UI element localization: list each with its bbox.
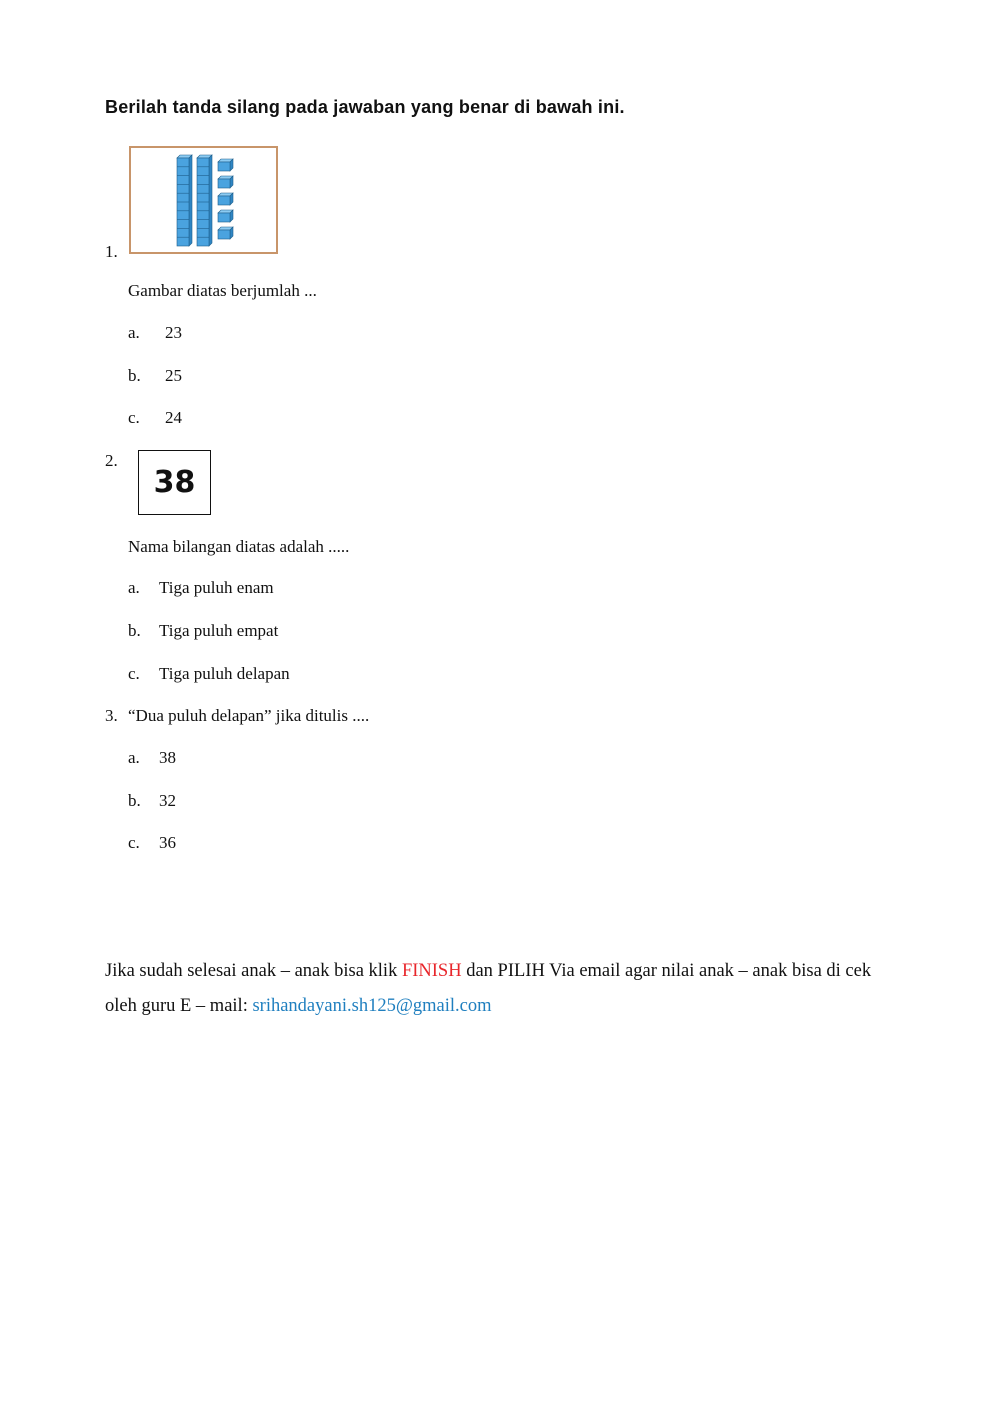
email-link[interactable]: srihandayani.sh125@gmail.com <box>252 996 492 1016</box>
unit-cube-4 <box>218 210 233 222</box>
question-1-option-b[interactable]: 25 <box>165 366 182 385</box>
question-3-number: 3. <box>105 706 118 725</box>
unit-cube-2 <box>218 176 233 188</box>
question-2-option-c-letter: c. <box>128 664 140 683</box>
instruction-heading: Berilah tanda silang pada jawaban yang benar di bawah ini. <box>105 97 625 117</box>
question-3-option-b-letter: b. <box>128 791 141 810</box>
unit-cube-1 <box>218 159 233 171</box>
question-3-option-a-letter: a. <box>128 748 140 767</box>
base-ten-blocks-drawing <box>131 148 276 252</box>
finish-highlight: FINISH <box>401 961 462 981</box>
question-2-prompt: Nama bilangan diatas adalah ..... <box>128 537 350 556</box>
question-2-option-c[interactable]: Tiga puluh delapan <box>159 664 290 683</box>
question-2-option-b[interactable]: Tiga puluh empat <box>159 621 279 640</box>
question-3-option-a[interactable]: 38 <box>159 748 176 767</box>
question-1-option-b-letter: b. <box>128 366 141 385</box>
question-1-number: 1. <box>105 242 118 261</box>
unit-cube-5 <box>218 227 233 239</box>
question-3-option-c-letter: c. <box>128 833 140 852</box>
ten-rod-2 <box>197 155 212 246</box>
base-ten-blocks-image <box>129 146 278 254</box>
question-1-prompt: Gambar diatas berjumlah ... <box>128 281 317 300</box>
ten-rod-1 <box>177 155 192 246</box>
number-box: 38 <box>138 450 211 515</box>
question-1-option-a-letter: a. <box>128 323 140 342</box>
question-2-number: 2. <box>105 451 118 470</box>
footer-text-1: Jika sudah selesai anak – anak bisa klik <box>105 961 402 981</box>
question-3-prompt: “Dua puluh delapan” jika ditulis .... <box>128 706 370 725</box>
question-2-option-a-letter: a. <box>128 578 140 597</box>
question-2-option-b-letter: b. <box>128 621 141 640</box>
footer-instructions <box>105 954 905 1024</box>
footer-text-2: dan PILIH Via email agar nilai anak – anak bisa di cek oleh guru E – mail: <box>105 961 872 1016</box>
question-1-option-c[interactable]: 24 <box>165 408 182 427</box>
question-3-option-b[interactable]: 32 <box>159 791 176 810</box>
question-2-option-a[interactable]: Tiga puluh enam <box>159 578 274 597</box>
question-1-option-a[interactable]: 23 <box>165 323 182 342</box>
question-1-option-c-letter: c. <box>128 408 140 427</box>
unit-cube-3 <box>218 193 233 205</box>
question-3-option-c[interactable]: 36 <box>159 833 176 852</box>
